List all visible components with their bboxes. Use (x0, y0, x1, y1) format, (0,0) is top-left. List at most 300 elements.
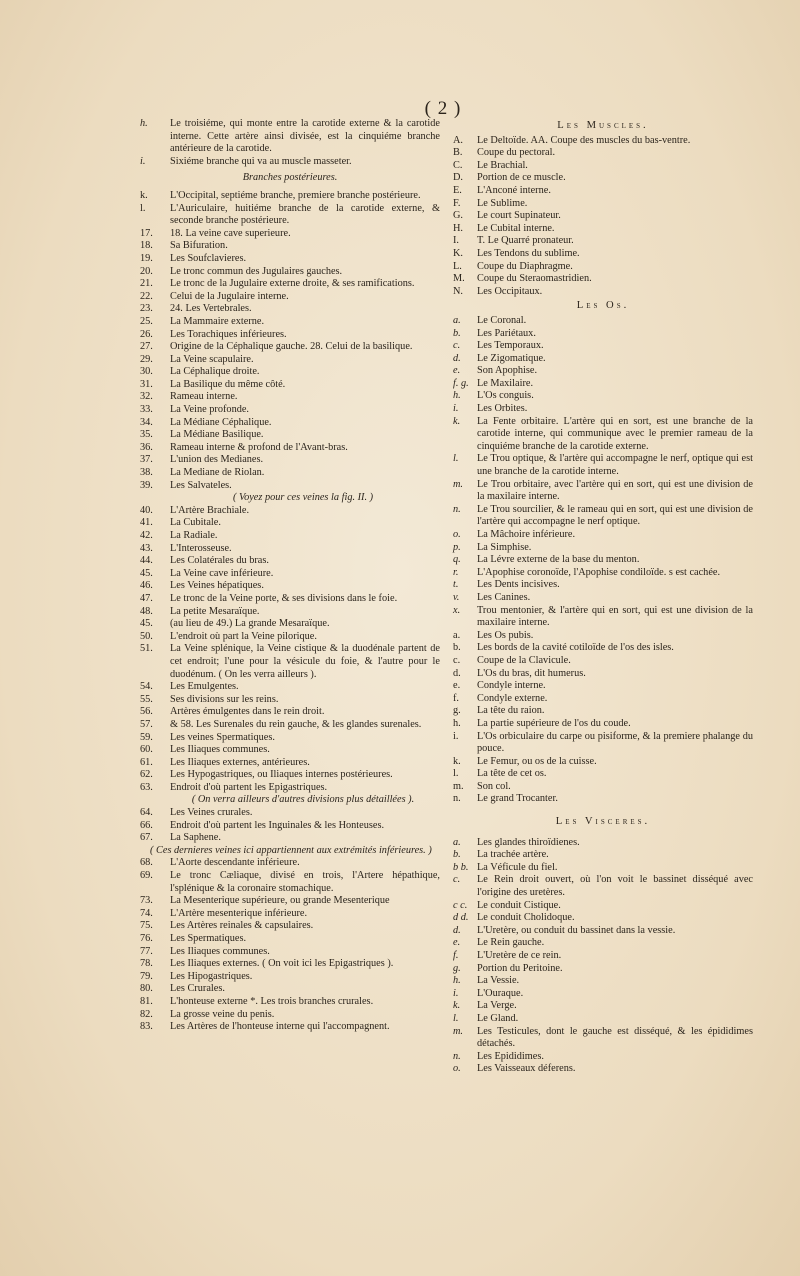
muscles-list (453, 135, 753, 299)
list-item (453, 1051, 753, 1064)
item-key: c. (453, 654, 461, 666)
item-key: h. (453, 390, 461, 402)
item-text: L'Uretère, ou conduit du bassinet dans la vessie. (477, 924, 676, 936)
item-key: e. (453, 937, 461, 949)
item-text: Le Cubital interne. (477, 222, 555, 234)
list-item (453, 705, 753, 718)
item-text: Portion du Peritoine. (477, 962, 563, 974)
bones-list-a (453, 315, 753, 630)
item-key: 73. (140, 895, 153, 907)
item-text: L'Os orbiculaire du carpe ou pisiforme, & la premiere phalange du pouce. (477, 730, 753, 755)
list-item (453, 680, 753, 693)
item-text: L'Uretère de ce rein. (477, 950, 562, 961)
item-text: Artères émulgentes dans le rein droit. (170, 706, 325, 718)
item-key: g. (453, 962, 461, 974)
item-key: 40. (140, 504, 153, 516)
item-key: 22. (140, 290, 153, 302)
item-key: l. (453, 1012, 459, 1024)
item-text: Portion de ce muscle. (477, 172, 566, 184)
list-item (453, 453, 753, 478)
item-key: G. (453, 210, 464, 222)
item-key: o. (453, 1063, 461, 1075)
item-text: Les Pariétaux. (477, 327, 536, 339)
list-item (140, 391, 440, 404)
list-item (140, 530, 440, 543)
list-item (140, 643, 440, 681)
item-key: f. (453, 950, 459, 961)
item-key: 56. (140, 706, 153, 718)
item-key: h. (453, 975, 461, 987)
list-item (140, 971, 440, 984)
list-item (453, 328, 753, 341)
item-text: (au lieu de 49.) La grande Mesaraïque. (170, 618, 330, 630)
item-text: L'Ouraque. (477, 987, 524, 999)
item-key: 68. (140, 857, 153, 869)
list-item (140, 156, 440, 169)
item-text: 24. Les Vertebrales. (170, 303, 252, 315)
item-text: Le conduit Cholidoque. (477, 912, 575, 924)
bones-list-b (453, 630, 753, 806)
item-text: Celui de la Jugulaire interne. (170, 290, 289, 302)
item-text: Les Occipitaux. (477, 285, 543, 297)
item-key: E. (453, 184, 462, 196)
item-text: Les Hypogastriques, ou Iliaques internes postérieures. (170, 769, 393, 781)
item-key: a. (453, 314, 461, 326)
item-text: Le tronc commun des Jugulaires gauches. (170, 265, 343, 277)
item-key: 31. (140, 378, 153, 390)
list-item (140, 505, 440, 518)
item-text: La tête du raion. (477, 705, 545, 717)
list-item (453, 874, 753, 899)
list-item (453, 837, 753, 850)
list-item (140, 1009, 440, 1022)
item-key: k. (453, 415, 461, 427)
item-key: e. (453, 365, 461, 377)
item-key: 60. (140, 744, 153, 756)
list-item (140, 706, 440, 719)
item-text: Le Rein gauche. (477, 937, 545, 949)
list-item (453, 756, 753, 769)
list-item (453, 273, 753, 286)
item-key: t. (453, 579, 459, 591)
item-key: 38. (140, 467, 153, 479)
item-text: Les veines Spermatiques. (170, 731, 275, 743)
item-key: 75. (140, 920, 153, 932)
list-item (140, 1021, 440, 1034)
item-key: 81. (140, 995, 153, 1007)
list-item (140, 316, 440, 329)
list-item (453, 849, 753, 862)
item-key: i. (453, 730, 459, 742)
list-item (453, 963, 753, 976)
item-text: La Basilique du même côté. (170, 378, 286, 390)
item-text: Endroit d'où partent les Inguinales & les Honteuses. (170, 819, 385, 831)
list-item (453, 1063, 753, 1076)
item-key: 33. (140, 404, 153, 416)
item-key: 18. (140, 240, 153, 252)
list-item (140, 580, 440, 593)
list-item (140, 857, 440, 870)
item-key: a. (453, 629, 461, 641)
list-item (140, 757, 440, 770)
list-item (140, 568, 440, 581)
list-item (453, 937, 753, 950)
note-veins-figure: ( Voyez pour ces veines la fig. II. ) (232, 492, 374, 504)
item-key: d. (453, 924, 461, 936)
item-key: n. (453, 793, 461, 805)
heading-bones: Les Os. (576, 300, 630, 312)
item-text: Les Iliaques externes. ( On voit ici les Epigastriques ). (170, 958, 394, 970)
list-item (453, 900, 753, 913)
item-text: Les Iliaques communes. (170, 945, 270, 957)
item-text: Les Orbites. (477, 403, 528, 415)
item-text: La Veine profonde. (170, 404, 250, 416)
list-item (453, 1013, 753, 1026)
item-key: 43. (140, 542, 153, 554)
list-item (453, 542, 753, 555)
item-text: La petite Mesaraïque. (170, 605, 260, 617)
item-key: M. (453, 273, 465, 285)
item-text: Les Vaisseaux déferens. (477, 1063, 576, 1075)
item-text: Endroit d'où partent les Epigastriques. (170, 781, 328, 793)
item-key: 25. (140, 315, 153, 327)
list-item (140, 118, 440, 156)
item-key: 57. (140, 718, 153, 730)
item-key: b b. (453, 861, 469, 873)
page-number: ( 2 ) (424, 98, 462, 119)
list-item (140, 908, 440, 921)
list-item (453, 160, 753, 173)
item-key: i. (453, 987, 459, 999)
list-item (453, 693, 753, 706)
item-key: 37. (140, 454, 153, 466)
item-key: 63. (140, 781, 153, 793)
list-item (453, 975, 753, 988)
right-column (453, 118, 753, 1076)
item-text: Les Canines. (477, 591, 531, 603)
item-text: L'Apophise coronoïde, l'Apophise condiloïde. s est cachée. (477, 566, 721, 578)
list-item (453, 668, 753, 681)
item-text: Le court Supinateur. (477, 210, 561, 222)
item-key: 62. (140, 769, 153, 781)
item-key: 77. (140, 945, 153, 957)
list-item (140, 958, 440, 971)
item-key: N. (453, 285, 464, 297)
item-key: f. (453, 692, 460, 704)
list-item (453, 567, 753, 580)
list-item (140, 694, 440, 707)
item-key: 74. (140, 907, 153, 919)
left-entries-e (140, 857, 440, 1033)
item-key: 48. (140, 605, 153, 617)
list-item (140, 895, 440, 908)
left-entries-d (140, 807, 440, 845)
list-item (453, 504, 753, 529)
list-item (140, 480, 440, 493)
list-item (140, 467, 440, 480)
list-item (140, 278, 440, 291)
item-text: La trachée artère. (477, 849, 549, 861)
item-text: Les Os pubis. (477, 629, 534, 641)
item-key: 80. (140, 983, 153, 995)
item-text: Les Epididimes. (477, 1050, 544, 1062)
item-key: k. (140, 189, 148, 201)
item-text: Les Iliaques communes. (170, 744, 270, 756)
item-key: h. (453, 717, 461, 729)
item-text: Trou mentonier, & l'artère qui en sort, qui est une division de la maxilaire interne. (477, 604, 753, 629)
item-key: 32. (140, 391, 153, 403)
item-key: l. (453, 453, 459, 465)
list-item (140, 996, 440, 1009)
list-item (140, 555, 440, 568)
item-key: a. (453, 836, 461, 848)
list-item (453, 1000, 753, 1013)
item-text: Le tronc Cæliaque, divisé en trois, l'Artere hépathique, l'splénique & la coronaire stomachique. (170, 870, 440, 894)
item-text: Rameau interne & profond de l'Avant-bras. (170, 441, 348, 453)
list-item (140, 517, 440, 530)
item-key: 29. (140, 353, 153, 365)
item-key: 69. (140, 870, 153, 882)
item-text: La grosse veine du penis. (170, 1008, 275, 1020)
heading-viscera: Les Visceres. (555, 816, 651, 828)
item-key: k. (453, 1000, 461, 1012)
item-key: 64. (140, 807, 153, 819)
item-text: Rameau interne. (170, 391, 238, 403)
list-item (140, 593, 440, 606)
list-item (453, 862, 753, 875)
list-item (453, 592, 753, 605)
item-key: 78. (140, 958, 153, 970)
item-key: m. (453, 1025, 464, 1037)
list-item (140, 606, 440, 619)
item-text: Les Emulgentes. (170, 681, 239, 693)
item-text: Le Maxilaire. (477, 377, 534, 389)
item-text: Coupe du pectoral. (477, 147, 556, 159)
list-item (453, 925, 753, 938)
list-item (140, 203, 440, 228)
item-key: c. (453, 874, 461, 886)
list-item (140, 303, 440, 316)
item-text: Les bords de la cavité cotiloïde de l'os des isles. (477, 642, 674, 654)
item-key: b. (453, 327, 461, 339)
item-text: La Saphene. (170, 832, 221, 844)
item-text: Les Torachiques inférieures. (170, 328, 287, 340)
list-item (453, 793, 753, 806)
item-text: L'Artère mesenterique inférieure. (170, 907, 308, 919)
item-text: L'endroit où part la Veine pilorique. (170, 630, 317, 642)
item-key: K. (453, 247, 464, 259)
item-text: Origine de la Céphalique gauche. 28. Celui de la basilique. (170, 341, 413, 353)
item-key: 45. (140, 567, 153, 579)
item-text: La Vessie. (477, 975, 520, 987)
item-text: Le Trou orbitaire, avec l'artère qui en sort, qui est une division de la maxilaire interne. (477, 478, 753, 503)
item-text: Le grand Trocanter. (477, 793, 558, 805)
item-key: 54. (140, 681, 153, 693)
list-item (140, 933, 440, 946)
list-item (140, 631, 440, 644)
item-key: 30. (140, 366, 153, 378)
list-item (140, 920, 440, 933)
item-key: 82. (140, 1008, 153, 1020)
item-key: n. (453, 503, 461, 515)
list-item (453, 529, 753, 542)
item-text: La Mesenterique supérieure, ou grande Mesenterique (170, 895, 390, 907)
item-key: 44. (140, 555, 153, 567)
list-item (453, 261, 753, 274)
item-text: La Radiale. (170, 530, 218, 541)
left-entries-b (140, 190, 440, 492)
list-item (453, 605, 753, 630)
item-text: L'Occipital, septiéme branche, premiere branche postérieure. (170, 189, 421, 201)
list-item (453, 731, 753, 756)
item-text: Les Salvateles. (170, 479, 232, 491)
heading-muscles: Les Muscles. (557, 120, 649, 131)
item-key: 79. (140, 970, 153, 982)
list-item (453, 768, 753, 781)
item-key: 36. (140, 441, 153, 453)
item-key: d d. (453, 912, 469, 924)
item-text: Coupe du Steraomastridien. (477, 273, 592, 285)
item-key: 23. (140, 303, 153, 315)
list-item (140, 429, 440, 442)
list-item (453, 403, 753, 416)
item-key: 21. (140, 278, 153, 290)
item-key: n. (453, 1050, 461, 1062)
item-text: La partie supérieure de l'os du coude. (477, 717, 631, 729)
list-item (140, 291, 440, 304)
item-key: 17. (140, 227, 153, 239)
item-text: La Veine splénique, la Veine cistique & la duodénale partent de cet endroit; l'une pour la vésicule du foie, & l'autre pour le duodénum. ( On les verra ailleurs ). (170, 643, 440, 680)
item-key: 27. (140, 341, 153, 353)
list-item (453, 315, 753, 328)
item-key: k. (453, 755, 461, 767)
viscera-list (453, 837, 753, 1076)
item-key: i. (453, 403, 459, 415)
item-key: b. (453, 642, 461, 654)
item-text: Le troisiéme, qui monte entre la carotide externe & la carotide interne. Cette artère ainsi divisée, est la cinquiéme branche antérieure de la carotide. (170, 118, 440, 155)
list-item (453, 378, 753, 391)
item-key: e. (453, 680, 461, 692)
item-text: Les Testicules, dont le gauche est disséqué, & les épididimes détachés. (477, 1025, 753, 1050)
item-key: 26. (140, 328, 153, 340)
item-key: g. (453, 705, 461, 717)
item-text: Le Deltoïde. AA. Coupe des muscles du bas-ventre. (477, 134, 691, 146)
left-entries-a (140, 118, 440, 168)
item-key: b. (453, 849, 461, 861)
item-key: o. (453, 529, 461, 540)
item-key: c c. (453, 899, 468, 911)
item-text: L'Os conguis. (477, 390, 534, 402)
list-item (140, 354, 440, 367)
item-text: Le Femur, ou os de la cuisse. (477, 755, 597, 767)
item-key: F. (453, 197, 461, 209)
item-key: 45. (140, 618, 153, 630)
item-key: x. (453, 604, 461, 616)
item-key: c. (453, 340, 461, 352)
item-key: 50. (140, 630, 153, 642)
item-text: Son col. (477, 780, 511, 792)
list-item (453, 223, 753, 236)
list-item (453, 198, 753, 211)
list-item (453, 1026, 753, 1051)
list-item (453, 630, 753, 643)
left-column (140, 118, 440, 1034)
item-text: L'Os du bras, dit humerus. (477, 667, 586, 679)
item-text: Les Iliaques externes, antérieures. (170, 756, 310, 768)
item-text: & 58. Les Surenales du rein gauche, & les glandes surenales. (170, 718, 422, 730)
item-text: Les Artères reinales & capsulaires. (170, 920, 314, 932)
item-text: Ses divisions sur les reins. (170, 693, 279, 705)
list-item (140, 341, 440, 354)
item-text: La Verge. (477, 1000, 517, 1012)
item-key: d. (453, 667, 461, 679)
item-text: L'union des Medianes. (170, 454, 264, 466)
item-key: f. g. (453, 377, 469, 389)
item-text: Le Sublime. (477, 197, 528, 209)
item-text: Les Crurales. (170, 983, 225, 995)
item-key: D. (453, 172, 464, 184)
item-text: La Médiane Céphalique. (170, 416, 272, 428)
list-item (140, 404, 440, 417)
list-item (140, 820, 440, 833)
item-text: 18. La veine cave superieure. (170, 227, 291, 239)
list-item (140, 266, 440, 279)
item-key: 67. (140, 832, 153, 844)
item-key: 83. (140, 1021, 153, 1033)
list-item (140, 417, 440, 430)
item-text: Le Gland. (477, 1012, 519, 1024)
item-key: I. (453, 235, 460, 247)
item-text: Le Brachial. (477, 159, 528, 171)
item-text: La tête de cet os. (477, 768, 547, 780)
list-item (140, 329, 440, 342)
item-text: Les Soufclavieres. (170, 252, 247, 264)
item-key: p. (453, 541, 461, 553)
list-item (140, 240, 440, 253)
item-text: L'Artère Brachiale. (170, 504, 250, 516)
list-item (140, 744, 440, 757)
item-key: m. (453, 780, 464, 792)
item-text: La Veine cave inférieure. (170, 567, 274, 579)
item-key: 55. (140, 693, 153, 705)
item-text: Les Dents incisives. (477, 579, 560, 591)
list-item (453, 390, 753, 403)
item-key: 39. (140, 479, 153, 491)
item-text: Les Veines hépatiques. (170, 580, 264, 592)
item-text: Les Temporaux. (477, 340, 544, 352)
list-item (453, 353, 753, 366)
item-text: Les glandes thiroïdienes. (477, 836, 580, 848)
item-text: L'Aorte descendante inférieure. (170, 857, 300, 869)
heading-posterior-branches: Branches postérieures. (242, 172, 338, 184)
item-key: l. (140, 202, 146, 214)
list-item (140, 228, 440, 241)
item-text: La Cubitale. (170, 517, 221, 529)
item-key: 42. (140, 530, 153, 541)
list-item (140, 454, 440, 467)
item-text: Le conduit Cistique. (477, 899, 561, 911)
item-key: B. (453, 147, 463, 159)
item-key: 41. (140, 517, 153, 529)
item-text: La Mediane de Riolan. (170, 467, 265, 479)
item-key: 34. (140, 416, 153, 428)
item-text: Les Colatérales du bras. (170, 555, 269, 567)
item-key: 76. (140, 933, 153, 944)
item-text: La Mâchoire inférieure. (477, 529, 576, 540)
list-item (140, 983, 440, 996)
list-item (453, 210, 753, 223)
item-text: Sixiéme branche qui va au muscle masseter. (170, 155, 352, 167)
